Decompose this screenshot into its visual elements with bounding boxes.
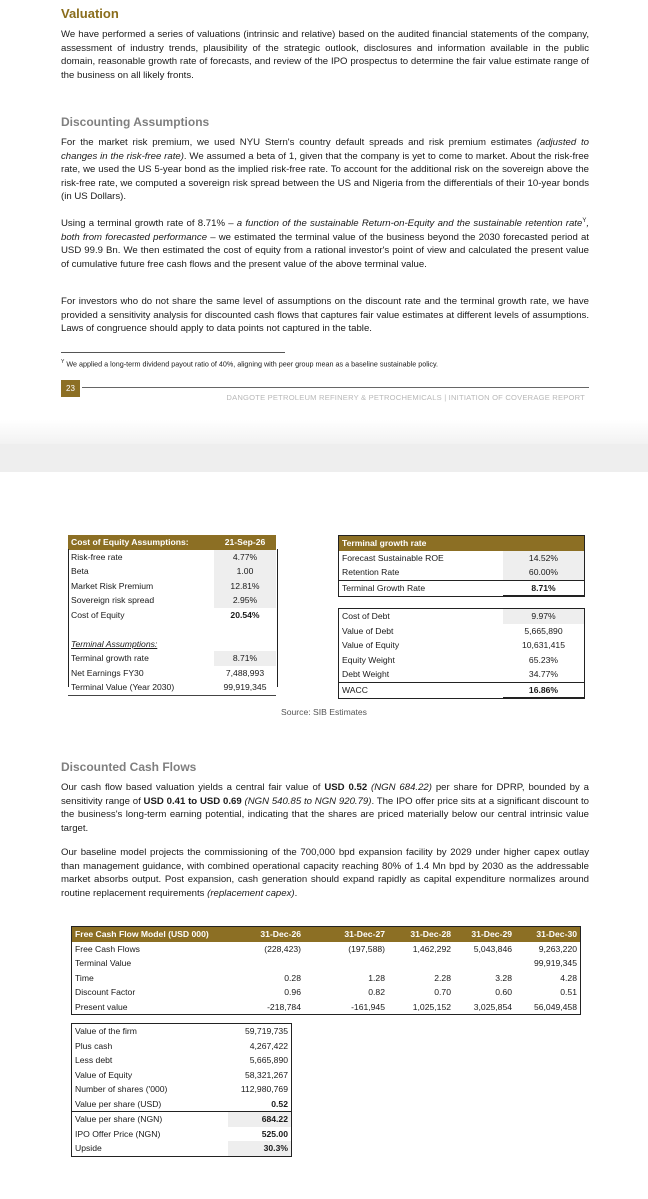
row-label: Time (75, 972, 94, 983)
row-value: 16.86% (503, 682, 585, 698)
row-value: 12.81% (214, 579, 276, 594)
row-label: Terminal Value (Year 2030) (68, 680, 214, 695)
cell: 0.51 (560, 987, 577, 998)
dcf-paragraph-1: Our cash flow based valuation yields a central fair value of USD 0.52 (NGN 684.22) per share for DPRP, bounded by a sensitivity range of USD 0.41 to USD 0.69 (NGN 540.85 to NGN 920.79). The IPO offer price sits at a significant discount to the business's long-term earning potential, indicating that the shares are priced materially below our central intrinsic value target. (61, 782, 590, 834)
dcf-paragraph-2: Our baseline model projects the commissioning of the 700,000 bpd expansion facility by 2029 under higher capex outlay than management guidance, with combined operational capacity reaching 80% of 1.4 Mn bpd by 2030 as the addressable market absorbs output. Post expansion, cash generation should expand rapidly as capital expenditure normalizes around routine replacement requirements (replacement capex). (61, 847, 589, 899)
cell: 99,919,345 (533, 958, 577, 969)
row-label: Forecast Sustainable ROE (342, 552, 444, 563)
row-label: Equity Weight (342, 654, 395, 665)
cell: 9,263,220 (538, 943, 577, 954)
row-label: Discount Factor (75, 987, 136, 998)
cell: 0.82 (368, 987, 385, 998)
cell: 1.28 (368, 972, 385, 983)
table-row (72, 1097, 292, 1112)
table-row (72, 1039, 292, 1054)
page-separator-shade (0, 420, 648, 444)
table-row (68, 564, 276, 579)
fcf-header-col: 31-Dec-26 (228, 927, 304, 942)
cell (388, 956, 454, 971)
coe-header-date: 21-Sep-26 (214, 535, 276, 550)
discounting-heading: Discounting Assumptions (61, 115, 210, 129)
table-row (339, 609, 585, 624)
row-label: Cost of Debt (342, 611, 390, 622)
row-label: Upside (75, 1143, 102, 1154)
row-value: 10,631,415 (521, 640, 565, 651)
row-value: 4.77% (214, 550, 276, 565)
footnote-rule (61, 352, 285, 353)
table-row (68, 651, 276, 666)
discounting-paragraph-3: For investors who do not share the same level of assumptions on the discount rate and the terminal growth rate, we have provided a sensitivity analysis for discounted cash flows that captures fair value estimates at different levels of assumptions. Laws of congruence should apply to data points not captured in the table. (61, 296, 589, 335)
row-label: Beta (71, 566, 89, 577)
row-value: 5,665,890 (249, 1055, 288, 1066)
row-label: Plus cash (75, 1040, 113, 1051)
row-label: Debt Weight (342, 669, 390, 680)
valuation-heading: Valuation (61, 6, 119, 21)
row-label: Value of Equity (75, 1069, 133, 1080)
valuation-paragraph: We have performed a series of valuations (intrinsic and relative) based on the audited financial statements of the company, assessment of industry trends, plausibility of the strategic outlook, disclosures and information available in the public domain, reasonable growth rate of forecasts, and review of the IPO prospectus to determine the fair value estimate range of the business on all likely fronts. (61, 29, 589, 81)
table-row (68, 608, 276, 623)
row-label: Terminal Value (75, 958, 132, 969)
row-value: 58,321,267 (244, 1069, 288, 1080)
row-label: Free Cash Flows (75, 943, 140, 954)
cell: 1,462,292 (412, 943, 451, 954)
cell: -218,784 (267, 1001, 301, 1012)
tg-header: Terminal growth rate (339, 536, 585, 551)
source-note: Source: SIB Estimates (281, 707, 367, 717)
row-value: 65.23% (528, 654, 559, 665)
footer-text: DANGOTE PETROLEUM REFINERY & PETROCHEMICALS | INITIATION OF COVERAGE REPORT (226, 393, 585, 402)
terminal-assumptions-heading-row (68, 637, 276, 652)
cell: 2.28 (434, 972, 451, 983)
row-label: Value of Debt (342, 625, 394, 636)
row-label: Less debt (75, 1055, 113, 1066)
page-number: 23 (61, 380, 80, 397)
discounting-paragraph-1: For the market risk premium, we used NYU Stern's country default spreads and risk premium estimates (adjusted to changes in the risk-free rate). We assumed a beta of 1, given that the company is yet to come to market. About the risk-free rate, we used the US 5-year bond as the implied risk-free rate. To account for the additional risk on the sovereign above the risk-free rate, we computed a sovereign risk spread between the US and Nigeria from the differentials of their 10-year bonds (in US Dollars). (61, 137, 589, 203)
row-label: Value per share (USD) (75, 1098, 162, 1109)
row-value: 684.22 (228, 1112, 292, 1127)
fcf-header-col: 31-Dec-30 (515, 927, 581, 942)
cell (304, 956, 388, 971)
table-row (339, 580, 585, 596)
cell: (197,588) (348, 943, 385, 954)
cell: 0.70 (434, 987, 451, 998)
page-separator (0, 444, 648, 472)
wacc-table (338, 608, 585, 699)
row-value: 30.3% (228, 1141, 292, 1156)
cell: 0.96 (284, 987, 301, 998)
table-row (72, 1141, 292, 1156)
footnote: $^Y$ We applied a long-term dividend payout ratio of 40%, aligning with peer group mean as a baseline sustainable policy. (61, 359, 439, 369)
table-row (339, 638, 585, 653)
row-value: 59,719,735 (244, 1026, 288, 1037)
row-label: Sovereign risk spread (71, 595, 155, 606)
table-row (72, 971, 581, 986)
cell: 56,049,458 (533, 1001, 577, 1012)
row-value: 8.71% (214, 651, 276, 666)
row-value: 0.52 (228, 1097, 292, 1112)
cell: 0.28 (284, 972, 301, 983)
row-label: Cost of Equity (71, 609, 125, 620)
coe-header-label: Cost of Equity Assumptions: (68, 535, 214, 550)
fcf-header-col: 31-Dec-29 (454, 927, 515, 942)
tg-header-row (339, 536, 585, 551)
fcf-header-col: 31-Dec-28 (388, 927, 454, 942)
cell: (228,423) (264, 943, 301, 954)
row-value: 4,267,422 (249, 1040, 288, 1051)
row-value: 525.00 (261, 1128, 288, 1139)
table-row (339, 682, 585, 698)
cell: 0.60 (495, 987, 512, 998)
table-row (339, 565, 585, 580)
row-value: 99,919,345 (214, 680, 276, 695)
row-label: Terminal growth rate (71, 653, 149, 664)
cell: 5,043,846 (473, 943, 512, 954)
row-label: IPO Offer Price (NGN) (75, 1128, 161, 1139)
row-label: Retention Rate (342, 567, 400, 578)
table-row (68, 550, 276, 565)
cell: -161,945 (351, 1001, 385, 1012)
row-label: Value per share (NGN) (72, 1112, 229, 1127)
table-row (72, 1082, 292, 1097)
table-row (339, 667, 585, 682)
row-value: 20.54% (230, 609, 260, 620)
fcf-model-table (71, 926, 581, 1015)
table-row (72, 985, 581, 1000)
row-value: 9.97% (503, 609, 585, 624)
table-row (72, 1053, 292, 1068)
row-label: Value of the firm (75, 1026, 137, 1037)
dcf-heading: Discounted Cash Flows (61, 760, 197, 774)
cell (454, 956, 515, 971)
fcf-header-label: Free Cash Flow Model (USD 000) (72, 927, 229, 942)
cell (228, 956, 304, 971)
table-row (72, 1000, 581, 1015)
valuation-summary-table (71, 1023, 292, 1157)
cell: 1,025,152 (412, 1001, 451, 1012)
table-row (68, 680, 276, 695)
row-value: 60.00% (503, 565, 585, 580)
table-row (339, 624, 585, 639)
row-value: 112,980,769 (240, 1084, 288, 1095)
coe-header-row (68, 535, 276, 550)
row-label: Market Risk Premium (71, 580, 154, 591)
row-value: 2.95% (214, 593, 276, 608)
row-value: 1.00 (214, 564, 276, 579)
terminal-growth-table (338, 535, 585, 597)
footer-rule (82, 387, 589, 388)
cost-of-equity-table (68, 535, 276, 696)
cell: 4.28 (560, 972, 577, 983)
cell: 3.28 (495, 972, 512, 983)
table-row (68, 666, 276, 681)
table-row (72, 1068, 292, 1083)
row-value: 34.77% (528, 669, 559, 680)
table-row (72, 942, 581, 957)
fcf-header-row (72, 927, 581, 942)
row-label: Value of Equity (342, 640, 400, 651)
fcf-header-col: 31-Dec-27 (304, 927, 388, 942)
discounting-paragraph-2: Using a terminal growth rate of 8.71% – a function of the sustainable Return-on-Equity and the sustainable retention rate$^Y$, both from forecasted performance – we estimated the terminal value of the business beyond the 2030 forecasted period at USD 99.9 Bn. We then estimated the cost of equity from a rational investor's point of view and calculated the present value of cumulative future free cash flows and the present value of the above terminal value. (61, 218, 589, 270)
row-value: 5,665,890 (524, 625, 563, 636)
row-value: 7,488,993 (225, 667, 265, 678)
row-value: 14.52% (503, 551, 585, 566)
row-label: Risk-free rate (71, 551, 123, 562)
row-label: Present value (75, 1001, 128, 1012)
table-row (72, 1112, 292, 1127)
table-row (68, 579, 276, 594)
row-label: Terminal Growth Rate (339, 580, 504, 596)
cell: 3,025,854 (473, 1001, 512, 1012)
row-label: Number of shares ('000) (75, 1084, 168, 1095)
row-label: WACC (339, 682, 504, 698)
table-row (339, 551, 585, 566)
table-row (68, 593, 276, 608)
table-row (72, 1024, 292, 1039)
terminal-assumptions-heading: Terminal Assumptions: (71, 638, 158, 649)
row-value: 8.71% (503, 580, 585, 596)
table-row (72, 1127, 292, 1142)
table-row (72, 956, 581, 971)
table-row (339, 653, 585, 668)
row-label: Net Earnings FY30 (71, 667, 144, 678)
